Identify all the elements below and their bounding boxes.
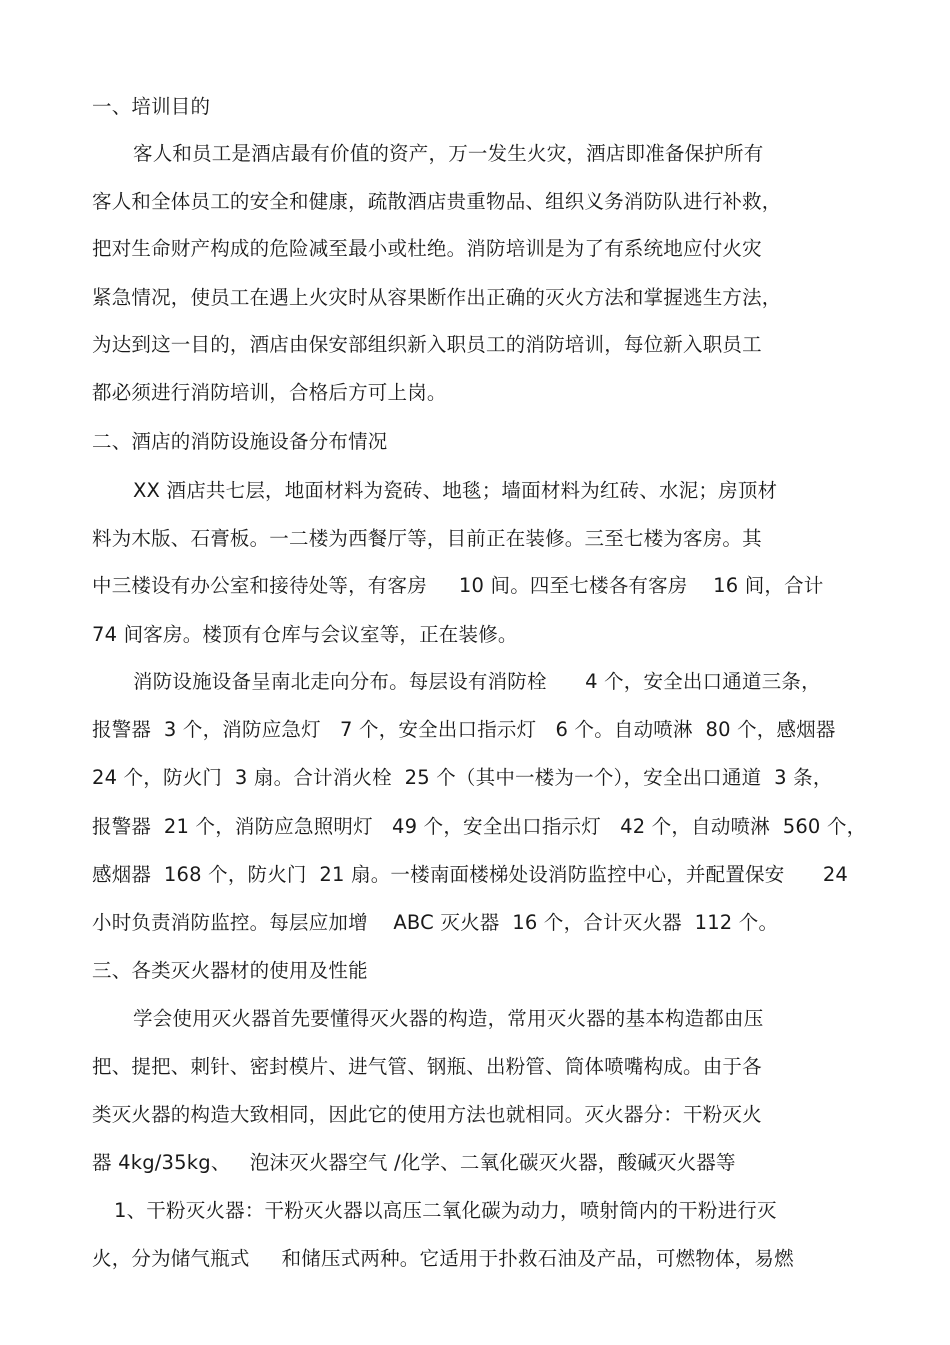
paragraph-line: 火，分为储气瓶式 和储压式两种。它适用于扑救石油及产品，可燃物体，易燃 xyxy=(92,1247,794,1270)
paragraph-line: 消防设施设备呈南北走向分布。每层设有消防栓 4 个，安全出口通道三条， xyxy=(133,670,821,693)
paragraph-line: 把对生命财产构成的危险减至最小或杜绝。消防培训是为了有系统地应付火灾 xyxy=(92,237,762,260)
section-heading-extinguishers: 三、各类灭火器材的使用及性能 xyxy=(92,959,368,982)
paragraph-line: 客人和员工是酒店最有价值的资产，万一发生火灾，酒店即准备保护所有 xyxy=(133,142,764,165)
paragraph-line: 74 间客房。楼顶有仓库与会议室等，正在装修。 xyxy=(92,623,518,646)
paragraph-line: 小时负责消防监控。每层应加增 ABC 灭火器 16 个，合计灭火器 112 个。 xyxy=(92,911,779,934)
section-heading-fire-facilities: 二、酒店的消防设施设备分布情况 xyxy=(92,430,388,453)
paragraph-line: 中三楼设有办公室和接待处等，有客房 10 间。四至七楼各有客房 16 间，合计 xyxy=(92,574,824,597)
paragraph-line: 器 4kg/35kg、 泡沫灭火器空气 /化学、二氧化碳灭火器，酸碱灭火器等 xyxy=(92,1151,736,1174)
section-heading-training-purpose: 一、培训目的 xyxy=(92,95,211,118)
paragraph-line: 报警器 21 个，消防应急照明灯 49 个，安全出口指示灯 42 个，自动喷淋 560 个， xyxy=(92,815,867,838)
paragraph-line: 感烟器 168 个，防火门 21 扇。一楼南面楼梯处设消防监控中心，并配置保安 24 xyxy=(92,863,849,886)
paragraph-line: 料为木版、石膏板。一二楼为西餐厅等，目前正在装修。三至七楼为客房。其 xyxy=(92,527,762,550)
paragraph-line: 24 个，防火门 3 扇。合计消火栓 25 个（其中一楼为一个），安全出口通道 3 条， xyxy=(92,766,833,789)
paragraph-line: XX 酒店共七层，地面材料为瓷砖、地毯；墙面材料为红砖、水泥；房顶材 xyxy=(133,479,778,502)
paragraph-line: 把、提把、刺针、密封模片、进气管、钢瓶、出粉管、筒体喷嘴构成。由于各 xyxy=(92,1055,762,1078)
paragraph-line: 为达到这一目的，酒店由保安部组织新入职员工的消防培训，每位新入职员工 xyxy=(92,333,762,356)
paragraph-line: 客人和全体员工的安全和健康，疏散酒店贵重物品、组织义务消防队进行补救， xyxy=(92,190,782,213)
paragraph-line: 紧急情况，使员工在遇上火灾时从容果断作出正确的灭火方法和掌握逃生方法， xyxy=(92,286,782,309)
paragraph-line: 报警器 3 个，消防应急灯 7 个，安全出口指示灯 6 个。自动喷淋 80 个，感烟器 xyxy=(92,718,836,741)
paragraph-line: 都必须进行消防培训，合格后方可上岗。 xyxy=(92,381,447,404)
paragraph-line: 1、干粉灭火器：干粉灭火器以高压二氧化碳为动力，喷射筒内的干粉进行灭 xyxy=(114,1199,777,1222)
paragraph-line: 类灭火器的构造大致相同，因此它的使用方法也就相同。灭火器分：干粉灭火 xyxy=(92,1103,762,1126)
paragraph-line: 学会使用灭火器首先要懂得灭火器的构造，常用灭火器的基本构造都由压 xyxy=(133,1007,764,1030)
